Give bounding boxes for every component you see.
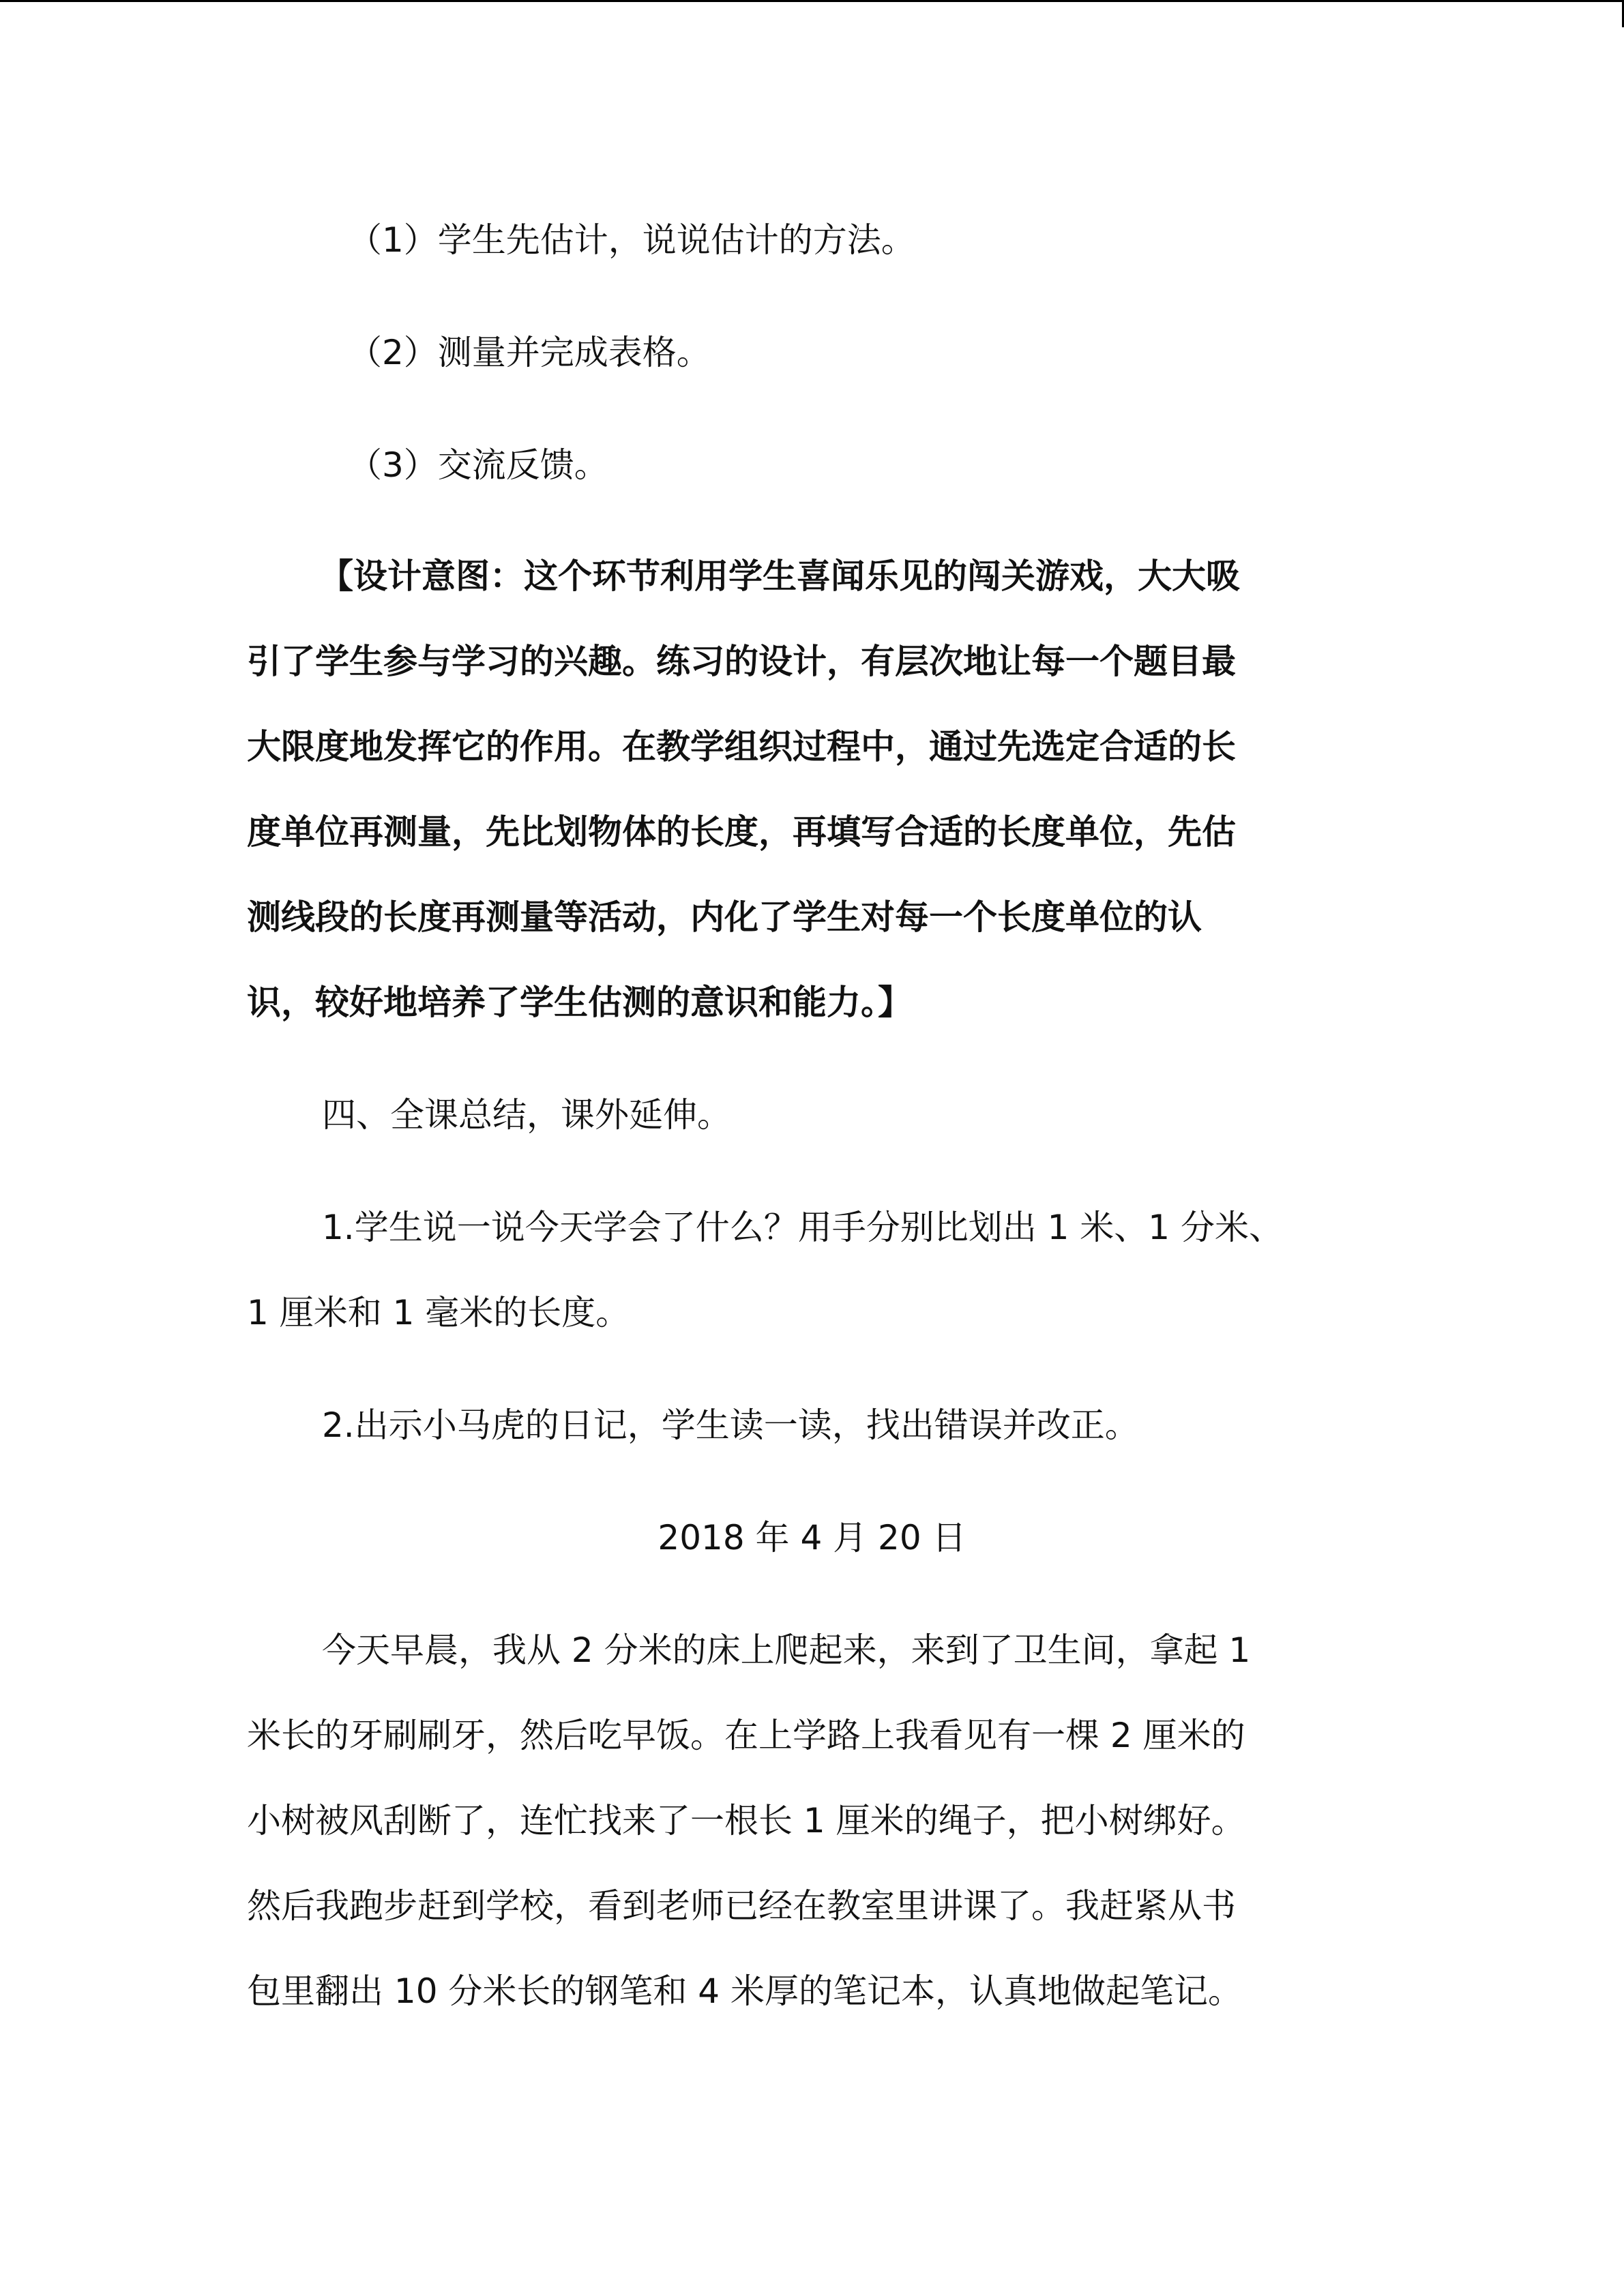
step-2: （2）测量并完成表格。	[348, 333, 711, 372]
diary-line-4: 然后我跑步赶到学校，看到老师已经在教室里讲课了。我赶紧从书	[247, 1886, 1236, 1926]
design-intent-line-2: 引了学生参与学习的兴趣。练习的设计，有层次地让每一个题目最	[247, 642, 1236, 681]
step-1: （1）学生先估计，说说估计的方法。	[348, 220, 915, 260]
design-intent-line-6: 识，较好地培养了学生估测的意识和能力。】	[247, 983, 912, 1022]
diary-line-1: 今天早晨，我从 2 分米的床上爬起来，来到了卫生间，拿起 1	[322, 1630, 1251, 1670]
diary-date: 2018 年 4 月 20 日	[658, 1518, 966, 1557]
design-intent-line-1: 【设计意图：这个环节利用学生喜闻乐见的闯关游戏，大大吸	[319, 556, 1240, 596]
step-3: （3）交流反馈。	[348, 445, 608, 485]
design-intent-line-3: 大限度地发挥它的作用。在教学组织过程中，通过先选定合适的长	[247, 727, 1236, 766]
diary-line-2: 米长的牙刷刷牙，然后吃早饭。在上学路上我看见有一棵 2 厘米的	[247, 1716, 1245, 1755]
summary-item-1-line-1: 1.学生说一说今天学会了什么？用手分别比划出 1 米、1 分米、	[322, 1208, 1284, 1247]
top-border	[0, 0, 1624, 2]
diary-line-3: 小树被风刮断了，连忙找来了一根长 1 厘米的绳子，把小树绑好。	[247, 1801, 1245, 1840]
summary-item-2: 2.出示小马虎的日记，学生读一读，找出错误并改正。	[322, 1405, 1139, 1445]
design-intent-line-4: 度单位再测量，先比划物体的长度，再填写合适的长度单位，先估	[247, 812, 1236, 852]
design-intent-line-5: 测线段的长度再测量等活动，内化了学生对每一个长度单位的认	[247, 897, 1202, 937]
section-4-heading: 四、全课总结，课外延伸。	[322, 1095, 731, 1135]
summary-item-1-line-2: 1 厘米和 1 毫米的长度。	[247, 1293, 630, 1332]
diary-line-5: 包里翻出 10 分米长的钢笔和 4 米厚的笔记本，认真地做起笔记。	[247, 1971, 1243, 2011]
